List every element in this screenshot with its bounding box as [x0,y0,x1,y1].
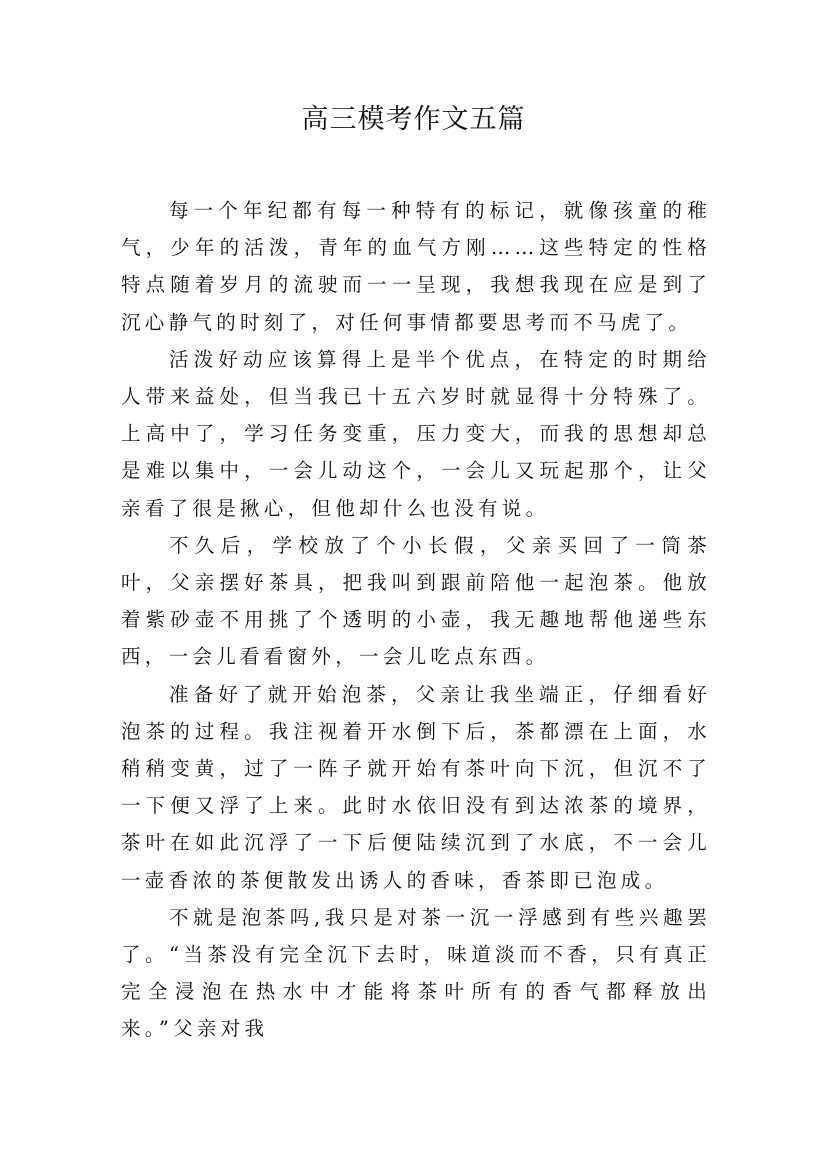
paragraph-1: 每一个年纪都有每一种特有的标记，就像孩童的稚气，少年的活泼，青年的血气方刚……这些特定的性格特点随着岁月的流驶而一一呈现，我想我现在应是到了沉心静气的时刻了，对任何事情都要思考而不马虎了。 [121,199,711,334]
paragraph-4: 准备好了就开始泡茶，父亲让我坐端正，仔细看好泡茶的过程。我注视着开水倒下后，茶都漂在上面，水稍稍变黄，过了一阵子就开始有茶叶向下沉，但沉不了一下便又浮了上来。此时水依旧没有到达浓茶的境界，茶叶在如此沉浮了一下后便陆续沉到了水底，不一会儿一壶香浓的茶便散发出诱人的香味，香茶即已泡成。 [121,682,711,892]
paragraph-2: 活泼好动应该算得上是半个优点，在特定的时期给人带来益处，但当我已十五六岁时就显得十分特殊了。上高中了，学习任务变重，压力变大，而我的思想却总是难以集中，一会儿动这个，一会儿又玩起那个，让父亲看了很是揪心，但他却什么也没有说。 [121,347,711,520]
paragraph-3: 不久后，学校放了个小长假，父亲买回了一筒茶叶，父亲摆好茶具，把我叫到跟前陪他一起泡茶。他放着紫砂壶不用挑了个透明的小壶，我无趣地帮他递些东西，一会儿看看窗外，一会儿吃点东西。 [121,533,711,669]
document-body [121,192,711,1048]
document-title: 高三模考作文五篇 [301,104,526,135]
paragraph-5: 不就是泡茶吗,我只是对茶一沉一浮感到有些兴趣罢了。“当茶没有完全沉下去时，味道淡而不香，只有真正完全浸泡在热水中才能将茶叶所有的香气都释放出来。”父亲对我 [121,905,711,1041]
